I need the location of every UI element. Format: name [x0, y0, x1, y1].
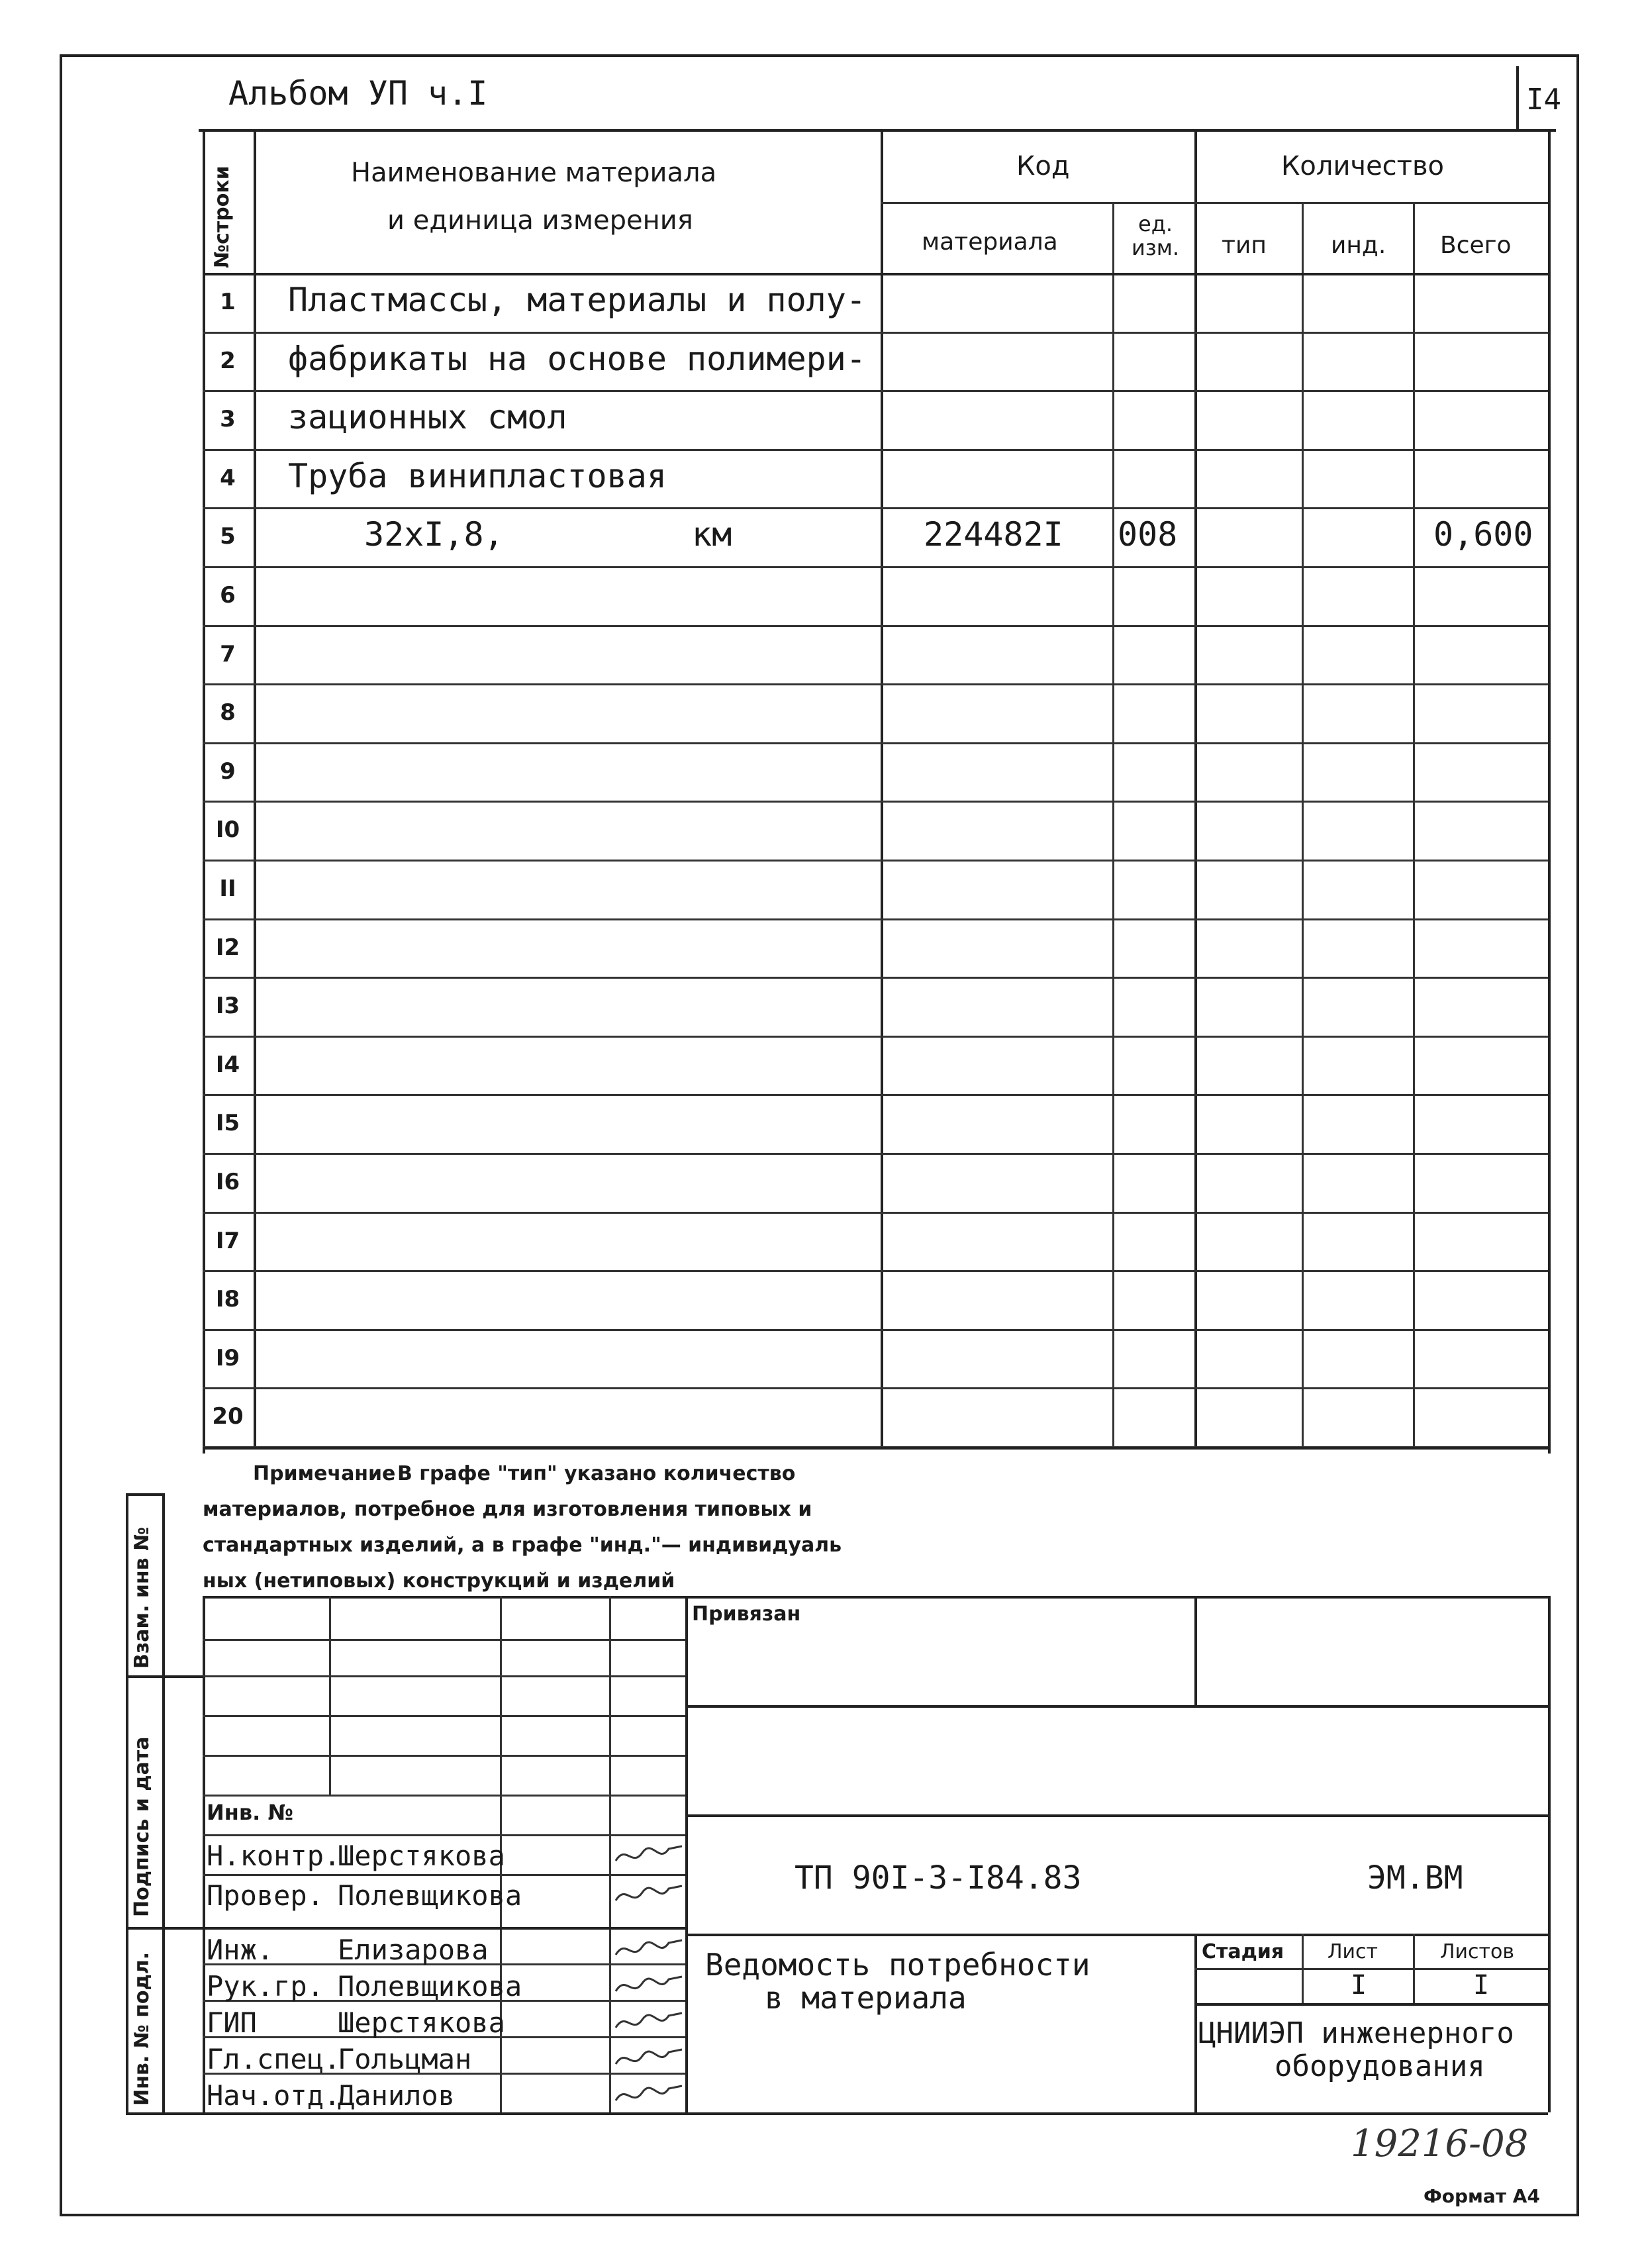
- row-number: 8: [220, 699, 236, 726]
- row-number: 5: [220, 523, 236, 550]
- document-title-line1: Ведомость потребности: [705, 1947, 1090, 1983]
- header-sub-rule: [881, 202, 1548, 204]
- signer-name: Полевщикова: [338, 1970, 522, 2002]
- stamp-bottom: [203, 2112, 1548, 2115]
- stamp-row-h: [203, 1927, 685, 1930]
- row-divider: [203, 507, 1548, 509]
- stamp-row-f: [203, 1834, 685, 1836]
- stage-col1: [1302, 1934, 1304, 2003]
- row-number: I0: [215, 816, 240, 844]
- row-number: 1: [220, 289, 236, 315]
- col-line-name: [881, 129, 883, 1447]
- row-divider: [203, 1094, 1548, 1096]
- stamp-row-d: [203, 1755, 685, 1757]
- signer-role: Рук.гр.: [207, 1970, 324, 2002]
- note-line2: материалов, потребное для изготовления типовых и: [203, 1498, 812, 1521]
- row-name-unit: км: [692, 515, 732, 554]
- col-line-ind: [1413, 202, 1415, 1447]
- row-number: I9: [215, 1344, 240, 1371]
- row-number: I7: [215, 1227, 240, 1254]
- row-number: I2: [215, 934, 240, 961]
- organization-line1: ЦНИИЭП инженерного: [1198, 2016, 1514, 2050]
- header-name-line2: и единица измерения: [387, 205, 693, 236]
- note-label: Примечание: [253, 1462, 396, 1485]
- page-number-divider: [1516, 66, 1519, 129]
- row-unit: 008: [1118, 515, 1178, 554]
- header-qty-total: Всего: [1440, 232, 1512, 259]
- row-number: 6: [220, 582, 236, 609]
- row-number: I5: [215, 1110, 240, 1137]
- stamp-row-g: [203, 1874, 685, 1876]
- signer-name: Гольцман: [338, 2043, 472, 2075]
- row-number: I4: [215, 1051, 240, 1078]
- sheet-value: I: [1351, 1970, 1367, 2000]
- code-top: [685, 1814, 1548, 1817]
- header-code: Код: [1016, 151, 1070, 181]
- stamp-row-b: [203, 1675, 685, 1677]
- signature-scribble: [612, 1971, 685, 2001]
- note-line1: В графе "тип" указано количество: [397, 1462, 796, 1485]
- signer-role: Провер.: [207, 1879, 324, 1912]
- header-quantity: Количество: [1281, 151, 1445, 181]
- header-code-unit: ед. изм.: [1131, 211, 1180, 260]
- stamp-row-c: [203, 1715, 685, 1717]
- row-divider: [203, 860, 1548, 862]
- stamp-left: [203, 1596, 205, 2112]
- signer-role: Нач.отд.: [207, 2079, 341, 2112]
- row-name: зационных смол: [288, 398, 567, 437]
- organization-line2: оборудования: [1275, 2049, 1485, 2083]
- side-podpis: Подпись и дата: [130, 1736, 154, 1917]
- album-title: Альбом УП ч.I: [228, 74, 488, 113]
- stamp-right: [1548, 1596, 1551, 2112]
- code-bottom: [685, 1934, 1548, 1936]
- header-name-line1: Наименование материала: [351, 158, 717, 188]
- header-code-material: материала: [922, 228, 1058, 256]
- row-divider: [203, 801, 1548, 803]
- signer-role: Инж.: [207, 1934, 274, 1966]
- row-divider: [203, 1036, 1548, 1038]
- signer-name: Елизарова: [338, 1934, 489, 1966]
- side-strip-right: [162, 1493, 165, 2112]
- signature-scribble: [612, 2008, 685, 2038]
- row-divider: [203, 332, 1548, 334]
- inv-no-label: Инв. №: [207, 1800, 293, 1825]
- header-bottom-rule: [203, 273, 1548, 275]
- side-strip-div2: [126, 1927, 203, 1930]
- stage-row2: [1194, 2003, 1548, 2006]
- note-line4: ных (нетиповых) конструкций и изделий: [203, 1569, 675, 1593]
- signature-scribble: [612, 2081, 685, 2110]
- row-name: Пластмассы, материалы и полу-: [288, 281, 866, 319]
- stage-col2: [1413, 1934, 1415, 2003]
- row-total: 0,600: [1433, 515, 1533, 554]
- side-strip-div1: [126, 1675, 203, 1678]
- row-divider: [203, 390, 1548, 392]
- side-strip-top: [126, 1493, 162, 1496]
- signer-role: Гл.спец.: [207, 2043, 341, 2075]
- note-line3: стандартных изделий, а в графе "инд."— индивидуаль: [203, 1534, 842, 1557]
- side-strip-left: [126, 1493, 128, 2112]
- row-divider: [203, 683, 1548, 685]
- row-divider: [203, 1212, 1548, 1214]
- document-code: ТП 90I-3-I84.83: [795, 1859, 1082, 1897]
- row-number: 4: [220, 464, 236, 491]
- row-divider: [203, 449, 1548, 451]
- col-line-code: [1112, 202, 1114, 1447]
- document-title-line2: в материала: [765, 1980, 967, 2016]
- privyazan-bottom: [685, 1705, 1548, 1708]
- row-divider: [203, 977, 1548, 979]
- header-qty-ind: инд.: [1331, 232, 1386, 259]
- page-number: I4: [1526, 83, 1561, 117]
- handwritten-number: 19216-08: [1351, 2122, 1529, 2165]
- stage-row1: [1194, 1968, 1548, 1970]
- stage-label: Стадия: [1202, 1940, 1284, 1963]
- signer-name: Шерстякова: [338, 2006, 505, 2039]
- signature-scribble: [612, 1841, 685, 1871]
- col-line-unit: [1194, 129, 1197, 1447]
- header-qty-type: тип: [1222, 232, 1267, 259]
- row-name: 32хI,8,: [364, 515, 504, 554]
- document-suffix: ЭМ.ВМ: [1367, 1859, 1463, 1897]
- stamp-col1: [329, 1596, 331, 1795]
- row-divider: [203, 918, 1548, 920]
- row-divider: [203, 625, 1548, 627]
- signer-name: Данилов: [338, 2079, 456, 2112]
- stamp-col3: [609, 1596, 611, 2112]
- row-divider: [203, 1270, 1548, 1272]
- title-divider: [1194, 1934, 1197, 2112]
- side-inv: Инв. № подл.: [130, 1951, 154, 2106]
- stamp-row-e: [203, 1795, 685, 1797]
- sheets-value: I: [1473, 1970, 1490, 2000]
- sheets-label: Листов: [1440, 1940, 1515, 1963]
- signer-role: Н.контр.: [207, 1840, 341, 1872]
- row-divider: [203, 1329, 1548, 1331]
- format-label: Формат А4: [1424, 2185, 1540, 2207]
- row-number: I3: [215, 993, 240, 1020]
- table-bottom-rule: [203, 1447, 1548, 1450]
- signer-role: ГИП: [207, 2006, 257, 2039]
- stamp-col4: [685, 1596, 688, 2112]
- row-number: 7: [220, 640, 236, 667]
- header-row-no: №строки: [211, 166, 234, 268]
- stamp-top: [203, 1596, 1548, 1599]
- sheet-label: Лист: [1328, 1940, 1378, 1963]
- row-name: Труба винипластовая: [288, 456, 667, 495]
- header-rule: [199, 129, 1556, 132]
- row-divider: [203, 1153, 1548, 1155]
- row-number: 20: [212, 1403, 244, 1430]
- row-name: фабрикаты на основе полимери-: [288, 339, 866, 378]
- row-code: 224482I: [924, 515, 1063, 554]
- row-divider: [203, 1387, 1548, 1389]
- col-line-rowno: [254, 129, 256, 1447]
- row-number: II: [219, 875, 236, 902]
- row-number: I8: [215, 1286, 240, 1313]
- row-divider: [203, 566, 1548, 568]
- row-number: 9: [220, 758, 236, 785]
- signature-scribble: [612, 2044, 685, 2074]
- privyazan-label: Привязан: [692, 1602, 801, 1626]
- signature-scribble: [612, 1881, 685, 1910]
- row-divider: [203, 742, 1548, 744]
- table-left-border: [203, 129, 205, 1454]
- stamp-row-a: [203, 1639, 685, 1641]
- signer-name: Полевщикова: [338, 1879, 522, 1912]
- side-strip-bottom: [126, 2112, 203, 2115]
- col-line-type: [1302, 202, 1304, 1447]
- side-vzam: Взам. инв №: [130, 1526, 154, 1669]
- row-number: I6: [215, 1169, 240, 1195]
- signer-name: Шерстякова: [338, 1840, 505, 1872]
- signature-scribble: [612, 1935, 685, 1965]
- row-number: 2: [220, 347, 236, 374]
- privyazan-divider: [1194, 1596, 1197, 1705]
- row-number: 3: [220, 406, 236, 433]
- table-right-border: [1548, 129, 1551, 1454]
